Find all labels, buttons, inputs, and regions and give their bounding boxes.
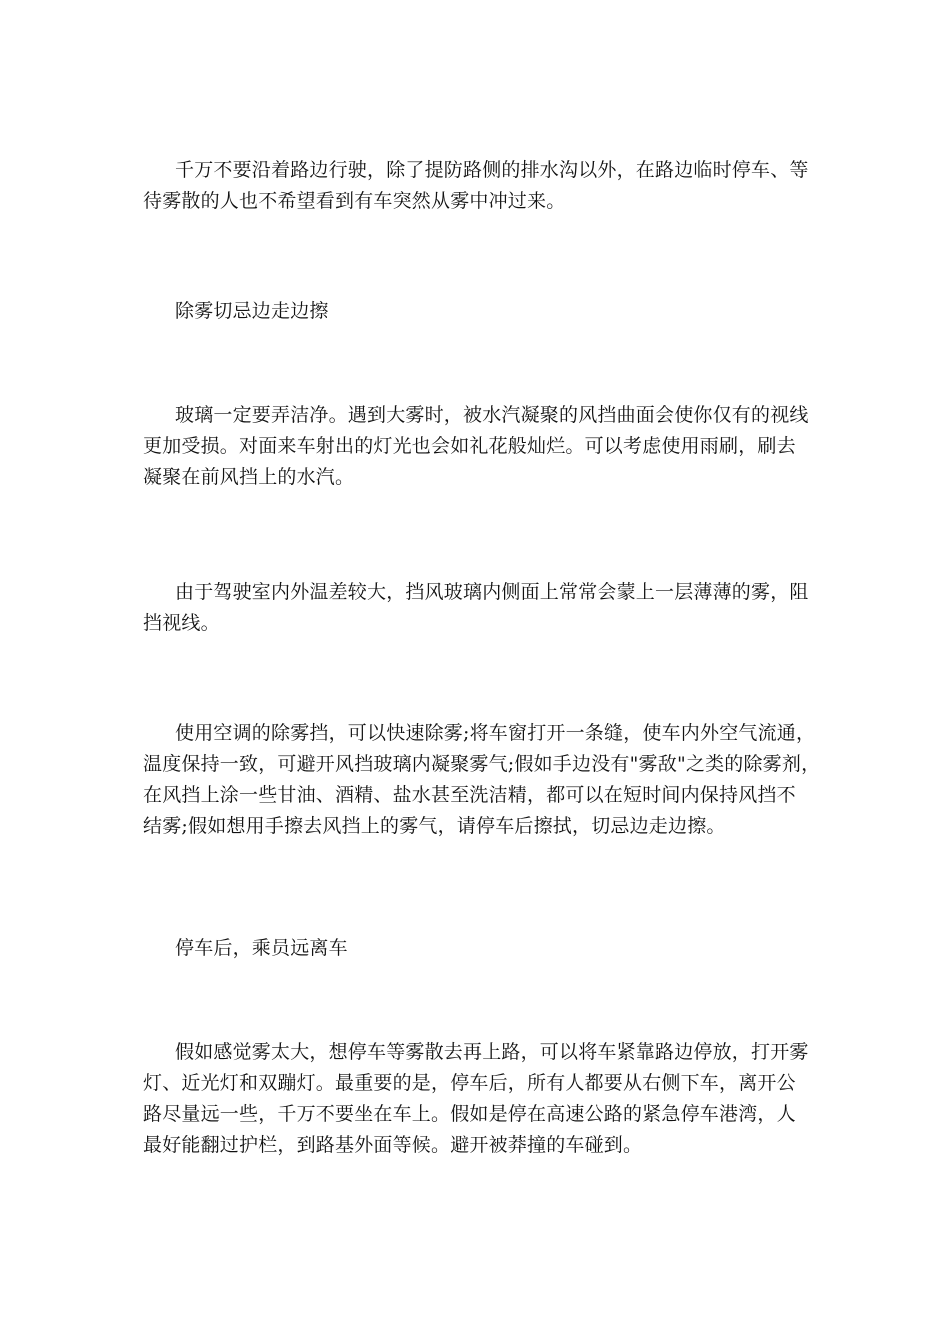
text-line: 更加受损。对面来车射出的灯光也会如礼花般灿烂。可以考虑使用雨刷，刷去 xyxy=(143,435,796,457)
section-heading-defog: 除雾切忌边走边擦 xyxy=(175,300,329,322)
text-line: 最好能翻过护栏，到路基外面等候。避开被莽撞的车碰到。 xyxy=(143,1134,643,1156)
text-line: 使用空调的除雾挡，可以快速除雾;将车窗打开一条缝，使车内外空气流通， xyxy=(175,722,816,744)
text-line: 在风挡上涂一些甘油、酒精、盐水甚至洗洁精，都可以在短时间内保持风挡不 xyxy=(143,784,796,806)
text-line: 路尽量远一些，千万不要坐在车上。假如是停在高速公路的紧急停车港湾，人 xyxy=(143,1103,796,1125)
text-line: 千万不要沿着路边行驶，除了提防路侧的排水沟以外，在路边临时停车、等 xyxy=(175,159,809,181)
text-line: 灯、近光灯和双蹦灯。最重要的是，停车后，所有人都要从右侧下车，离开公 xyxy=(143,1072,796,1094)
text-line: 假如感觉雾太大，想停车等雾散去再上路，可以将车紧靠路边停放，打开雾 xyxy=(175,1041,809,1063)
text-line: 由于驾驶室内外温差较大，挡风玻璃内侧面上常常会蒙上一层薄薄的雾，阻 xyxy=(175,581,809,603)
paragraph-roadside-driving xyxy=(143,155,815,217)
text-line: 凝聚在前风挡上的水汽。 xyxy=(143,466,355,488)
paragraph-parking-safety xyxy=(143,1037,815,1161)
text-line: 玻璃一定要弄洁净。遇到大雾时，被水汽凝聚的风挡曲面会使你仅有的视线 xyxy=(175,404,809,426)
paragraph-clean-glass xyxy=(143,400,815,493)
section-heading-parking: 停车后，乘员远离车 xyxy=(175,937,348,959)
text-line: 待雾散的人也不希望看到有车突然从雾中冲过来。 xyxy=(143,190,566,212)
paragraph-inner-fog xyxy=(143,577,815,639)
paragraph-defog-methods xyxy=(143,718,821,842)
text-line: 温度保持一致，可避开风挡玻璃内凝聚雾气;假如手边没有"雾敌"之类的除雾剂， xyxy=(143,753,821,775)
text-line: 挡视线。 xyxy=(143,612,220,634)
text-line: 结雾;假如想用手擦去风挡上的雾气，请停车后擦拭，切忌边走边擦。 xyxy=(143,815,726,837)
